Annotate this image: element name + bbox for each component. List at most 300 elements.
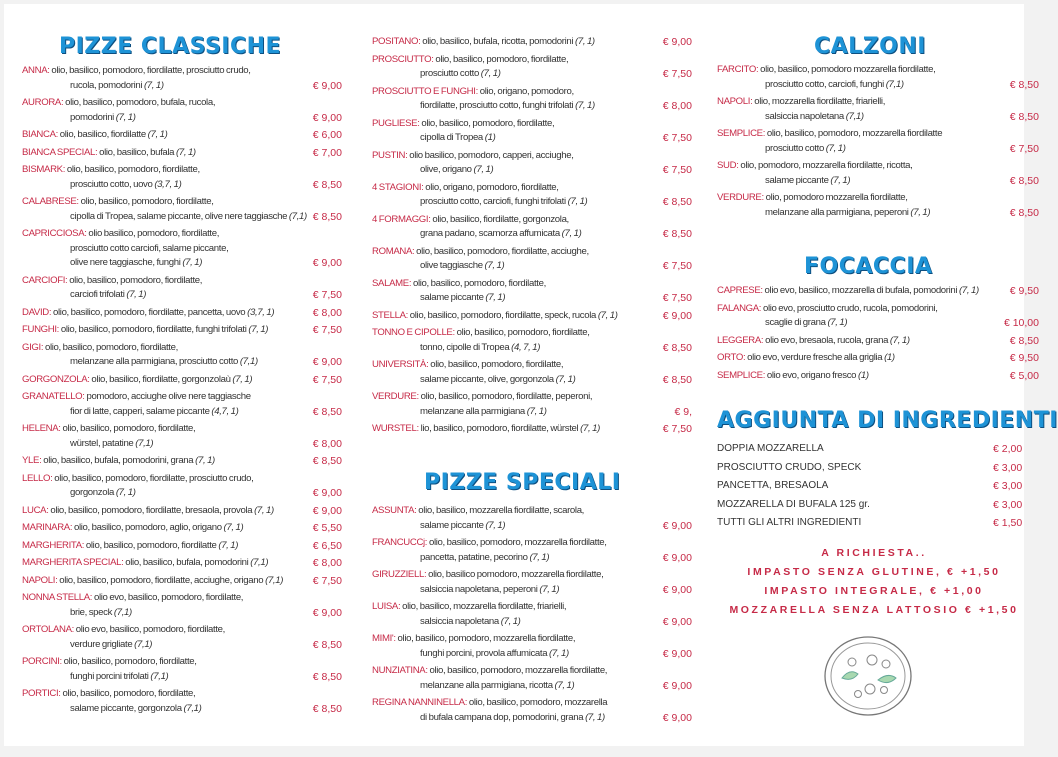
item-allergens: (7, 1) (539, 583, 560, 595)
item-line (22, 623, 342, 638)
item-line (22, 687, 342, 702)
item-name: DAVID: (22, 306, 52, 318)
item-text (22, 306, 308, 321)
item-price: € 5,50 (312, 522, 342, 534)
item-price: € 8,00 (312, 557, 342, 569)
item-description: olio, basilico, pomodoro, fiordilatte, bresaola, provola (50, 504, 253, 516)
on-request-line: IMPASTO INTEGRALE, € +1,00 (764, 585, 984, 597)
item-allergens: (7, 1) (827, 317, 848, 328)
item-allergens: (7, 1) (580, 423, 600, 434)
item-line (717, 63, 1039, 78)
item-price: € 7,50 (1009, 142, 1039, 155)
item-allergens: (4,7, 1) (211, 405, 239, 417)
item-description: scaglie di grana (765, 317, 826, 328)
item-allergens: (7, 1) (480, 68, 501, 79)
item-description: fiordilatte, prosciutto cotto, funghi trifolati (420, 100, 574, 111)
item-line (372, 632, 692, 647)
item-text (70, 256, 308, 271)
item-price: € 9,00 (662, 309, 692, 322)
item-price: € 7,50 (662, 164, 692, 176)
item-price: € 7,50 (662, 68, 692, 80)
item-description: salame piccante, olive, gorgonzola (420, 373, 554, 385)
item-text (717, 351, 1005, 366)
item-line (717, 316, 1039, 331)
on-request-line: MOZZARELLA SENZA LATTOSIO € +1,50 (729, 604, 1019, 616)
item-name: 4 FORMAGGI: (372, 213, 431, 225)
item-allergens: (7,1) (265, 574, 284, 586)
menu-item (22, 521, 342, 536)
item-price: € 8,50 (312, 670, 342, 683)
item-description: olio, basilico, pomodoro, aglio, origano (73, 522, 222, 533)
item-text (70, 606, 308, 621)
item-name: BIANCA: (22, 129, 58, 140)
item-description: olio basilico, pomodoro, capperi, acciughe, (409, 149, 574, 161)
item-line (372, 711, 692, 726)
item-line (22, 242, 342, 257)
item-allergens: (7,1) (239, 356, 258, 367)
item-allergens: (7, 1) (549, 647, 569, 659)
item-text (420, 679, 658, 694)
extra-price: € 2,00 (993, 443, 1023, 455)
item-price: € 8,50 (662, 228, 692, 240)
item-text (70, 670, 308, 685)
item-description: pancetta, patatine, pecorino (420, 551, 528, 563)
item-text (420, 519, 658, 534)
item-text (420, 259, 658, 274)
item-name: YLE: (22, 455, 42, 466)
item-description: tonno, cipolle di Tropea (420, 341, 510, 353)
item-allergens: (7, 1) (567, 196, 588, 207)
menu-item (22, 623, 342, 652)
item-allergens: (7,1) (135, 437, 154, 449)
item-allergens: (7, 1) (484, 260, 505, 271)
menu-item (372, 664, 692, 693)
item-line (22, 355, 342, 370)
item-line (22, 638, 342, 653)
item-name: BIANCA SPECIAL: (22, 146, 98, 158)
item-line (22, 702, 342, 717)
item-description: rucola, pomodorini (70, 79, 143, 91)
item-name: PUGLIESE: (372, 117, 420, 129)
item-description: olio, basilico, mozzarella fiordilatte, friarielli, (402, 601, 567, 612)
extra-price: € 3,00 (993, 498, 1023, 511)
item-allergens: (7, 1) (575, 100, 595, 111)
menu-item (372, 326, 692, 355)
item-price: € 6,50 (312, 539, 342, 552)
item-price: € 7,00 (312, 146, 342, 159)
item-allergens: (1) (858, 369, 869, 381)
item-allergens: (7, 1) (555, 373, 576, 385)
item-name: SUD: (717, 160, 739, 171)
menu-item (372, 536, 692, 565)
item-description: olio, basilico, pomodoro, fiordilatte, (62, 423, 196, 434)
item-text (70, 355, 308, 370)
item-line (22, 405, 342, 420)
item-name: ORTO: (717, 352, 746, 363)
item-allergens: (7, 1) (554, 679, 575, 691)
item-text (420, 227, 658, 242)
item-description: olio, basilico, fiordilatte (59, 129, 146, 140)
item-price: € 7,50 (312, 373, 342, 386)
item-line (372, 99, 692, 114)
item-line (372, 664, 692, 679)
title-calzoni: CALZONI (814, 34, 926, 59)
menu-item (22, 556, 342, 571)
menu-item (22, 422, 342, 451)
menu-item (22, 539, 342, 554)
item-allergens: (7, 1) (597, 309, 618, 321)
item-price: € 8,50 (312, 638, 342, 651)
item-line (22, 227, 342, 242)
item-line (372, 519, 692, 534)
item-line (372, 341, 692, 356)
item-line (22, 472, 342, 487)
item-text (22, 323, 308, 338)
item-text (420, 341, 658, 356)
item-price: € 8,50 (1009, 206, 1039, 219)
item-text (22, 539, 308, 554)
item-line (717, 351, 1039, 366)
item-description: pomodorini (70, 111, 114, 123)
item-text (70, 111, 308, 126)
item-line (372, 326, 692, 341)
menu-item (372, 35, 692, 50)
menu-page (4, 4, 1058, 746)
menu-item (717, 159, 1039, 188)
extra-name: MOZZARELLA DI BUFALA 125 gr. (717, 498, 870, 510)
item-name: CALABRESE: (22, 196, 79, 207)
item-description: salame piccante (420, 292, 484, 303)
item-line (717, 174, 1039, 189)
item-name: PROSCIUTTO: (372, 53, 434, 65)
item-text (717, 284, 1005, 299)
item-description: funghi porcini trifolati (70, 670, 149, 682)
extra-name: PROSCIUTTO CRUDO, SPECK (717, 461, 862, 473)
item-allergens: (7, 1) (182, 257, 203, 268)
item-allergens: (7,1) (113, 606, 132, 618)
item-line (22, 163, 342, 178)
item-allergens: (7,1) (288, 210, 307, 222)
item-text (420, 405, 669, 420)
menu-item (372, 245, 692, 274)
extra-price: € 3,00 (993, 461, 1023, 474)
item-price: € 9,00 (662, 36, 692, 48)
menu-item (717, 127, 1039, 156)
item-text (717, 334, 1005, 349)
item-allergens: (7, 1) (175, 146, 196, 158)
speciali-list (372, 504, 692, 728)
menu-item (372, 632, 692, 661)
item-price: € 8,50 (1009, 334, 1039, 347)
item-allergens: (7, 1) (223, 522, 244, 533)
item-allergens: (7, 1) (585, 711, 605, 723)
item-description: olio, basilico, bufala, pomodorini (125, 557, 249, 568)
item-line (22, 437, 342, 452)
item-line (22, 454, 342, 469)
item-line (372, 181, 692, 196)
item-text (70, 79, 308, 94)
item-price: € 10,00 (1003, 317, 1039, 329)
item-description: carciofi trifolati (70, 289, 125, 300)
item-name: GORGONZOLA: (22, 373, 90, 385)
item-name: CARCIOFI: (22, 274, 68, 286)
item-line (717, 284, 1039, 299)
item-line (372, 245, 692, 260)
item-line (22, 574, 342, 589)
item-line (717, 78, 1039, 93)
item-line (22, 306, 342, 321)
item-text (420, 583, 658, 598)
focaccia-list (717, 284, 1039, 386)
item-line (372, 647, 692, 662)
menu-item (22, 96, 342, 125)
item-line (372, 583, 692, 598)
menu-item (22, 323, 342, 338)
item-line (717, 95, 1039, 110)
on-request-line: IMPASTO SENZA GLUTINE, € +1,50 (747, 566, 1001, 578)
item-allergens: (7, 1) (126, 289, 147, 300)
item-name: MARINARA: (22, 522, 73, 533)
item-line (372, 213, 692, 228)
item-line (22, 210, 342, 225)
item-name: GIRUZZIELL: (372, 569, 427, 580)
item-text (420, 551, 658, 566)
item-allergens: (7,1) (250, 557, 269, 568)
item-description: melanzane alla parmigiana (420, 405, 525, 417)
item-line (372, 390, 692, 405)
item-description: olio, basilico, bufala, ricotta, pomodorini (422, 36, 574, 47)
item-description: olio basilico, pomodoro, fiordilatte, (88, 228, 220, 239)
item-description: olio, basilico, pomodoro, fiordilatte, (69, 274, 203, 286)
item-text (765, 316, 999, 331)
item-description: prosciutto cotto, carciofi, funghi (765, 78, 884, 90)
item-description: di bufala campana dop, pomodorini, grana (420, 711, 584, 723)
menu-item (22, 274, 342, 303)
item-line (372, 85, 692, 100)
item-description: olio, origano, pomodoro, fiordilatte, (425, 181, 559, 193)
item-line (372, 358, 692, 373)
item-name: NONNA STELLA: (22, 592, 93, 603)
extra-price: € 3,00 (993, 480, 1023, 492)
item-allergens: (7,1) (134, 638, 153, 650)
item-price: € 9,00 (662, 647, 692, 660)
item-name: VERDURE: (717, 192, 764, 203)
item-name: ORTOLANA: (22, 624, 74, 635)
item-line (372, 615, 692, 630)
item-allergens: (1) (884, 352, 895, 363)
item-name: MARGHERITA SPECIAL: (22, 557, 124, 568)
item-price: € 9,00 (312, 487, 342, 499)
item-name: LUCA: (22, 504, 49, 516)
item-line (22, 606, 342, 621)
extra-row (717, 440, 1037, 459)
item-description: olio, basilico, bufala, pomodorini, grana (43, 455, 194, 466)
menu-item (22, 341, 342, 370)
menu-item (22, 128, 342, 143)
item-name: GIGI: (22, 341, 44, 353)
item-text (420, 99, 658, 114)
menu-item (372, 600, 692, 629)
item-description: olio, basilico, pomodoro, mozzarella fiordilatte, (428, 537, 607, 548)
item-line (372, 117, 692, 132)
item-text (372, 309, 658, 324)
item-line (22, 504, 342, 519)
item-description: olio, origano, pomodoro, (479, 85, 574, 97)
item-price: € 9,00 (662, 679, 692, 692)
menu-item (372, 149, 692, 178)
item-line (372, 67, 692, 82)
item-allergens: (7, 1) (500, 615, 521, 627)
item-line (717, 369, 1039, 384)
item-text (70, 702, 308, 717)
item-description: prosciutto cotto (420, 68, 479, 79)
item-line (22, 111, 342, 126)
item-line (22, 591, 342, 606)
item-price: € 8,00 (312, 437, 342, 450)
item-description: olio, basilico, pomodoro, fiordilatte (85, 539, 217, 551)
item-description: olio, basilico, bufala (99, 146, 175, 158)
item-price: € 7,50 (312, 574, 342, 587)
item-price: € 9,00 (312, 111, 342, 124)
item-line (22, 341, 342, 356)
item-line (717, 191, 1039, 206)
menu-item (22, 591, 342, 620)
item-description: olio, basilico pomodoro, mozzarella fiordilatte, (428, 569, 604, 580)
item-text (420, 163, 658, 178)
item-description: brie, speck (70, 606, 113, 618)
item-description: prosciutto cotto carciofi, salame piccante, (70, 242, 229, 254)
item-allergens: (7, 1) (232, 373, 253, 385)
item-price: € 9,00 (662, 519, 692, 532)
item-text (765, 142, 1005, 157)
item-description: olio, basilico, pomodoro, fiordilatte, peperoni, (420, 391, 593, 402)
item-description: olio evo, basilico, pomodoro, fiordilatte, (75, 624, 225, 635)
on-request-heading: A RICHIESTA.. (821, 547, 927, 559)
item-text (22, 146, 308, 161)
menu-item (717, 351, 1039, 366)
item-name: SALAME: (372, 277, 412, 289)
item-allergens: (7,1) (845, 110, 864, 122)
item-name: LUISA: (372, 601, 401, 612)
item-name: PORTICI: (22, 688, 61, 699)
item-price: € 8,50 (1009, 78, 1039, 91)
item-name: CAPRICCIOSA: (22, 228, 87, 239)
item-description: fior di latte, capperi, salame piccante (70, 405, 210, 417)
menu-item (372, 309, 692, 324)
item-text (765, 206, 1005, 221)
item-line (372, 422, 692, 437)
item-price: € 9,50 (1009, 352, 1039, 364)
item-description: olive nere taggiasche, funghi (70, 257, 181, 268)
item-allergens: (7, 1) (115, 111, 136, 123)
item-price: € 9,00 (662, 711, 692, 724)
item-description: würstel, patatine (70, 437, 134, 449)
item-line (372, 696, 692, 711)
item-line (22, 178, 342, 193)
item-name: HELENA: (22, 423, 61, 434)
item-description: olio, basilico, pomodoro, fiordilatte, (45, 341, 178, 353)
item-text (22, 373, 308, 388)
item-line (22, 128, 342, 143)
item-description: olive, origano (420, 164, 472, 175)
item-price: € 9,00 (312, 257, 342, 269)
extra-row (717, 514, 1037, 533)
item-line (22, 146, 342, 161)
extra-name: PANCETTA, BRESAOLA (717, 480, 829, 491)
pizza-sketch-icon (822, 634, 914, 718)
menu-item (717, 191, 1039, 220)
item-text (70, 437, 308, 452)
item-name: SEMPLICE: (717, 128, 766, 139)
item-price: € 8,50 (662, 341, 692, 354)
item-description: olio, basilico, pomodoro, fiordilatte, (80, 196, 214, 207)
extra-row (717, 459, 1037, 478)
extra-name: DOPPIA MOZZARELLA (717, 443, 824, 454)
extra-row (717, 477, 1037, 496)
item-price: € 8,50 (662, 196, 692, 208)
item-description: pomodoro, acciughe olive nere taggiasche (86, 391, 251, 402)
item-description: olio, pomodoro, mozzarella fiordilatte, ricotta, (740, 160, 913, 171)
menu-item (22, 574, 342, 589)
item-line (372, 504, 692, 519)
item-line (372, 195, 692, 210)
item-allergens: (7, 1) (143, 79, 164, 91)
title-focaccia: FOCACCIA (804, 254, 933, 279)
item-description: olio, basilico, mozzarella fiordilatte, scarola, (418, 505, 584, 516)
extra-name: TUTTI GLI ALTRI INGREDIENTI (717, 517, 862, 528)
item-description: olive taggiasche (420, 260, 483, 271)
item-line (372, 405, 692, 420)
item-description: salsiccia napoletana (765, 110, 844, 122)
item-price: € 8,00 (662, 100, 692, 112)
item-text (22, 454, 308, 469)
item-line (717, 334, 1039, 349)
item-price: € 8,00 (312, 306, 342, 319)
item-name: CAPRESE: (717, 285, 763, 296)
menu-item (22, 454, 342, 469)
item-line (372, 163, 692, 178)
item-allergens: (7, 1) (254, 504, 274, 516)
item-description: olio, basilico, pomodoro, fiordilatte, (63, 656, 197, 667)
item-price: € 8,50 (312, 405, 342, 418)
menu-item (22, 195, 342, 224)
item-allergens: (7, 1) (485, 292, 506, 303)
item-name: NUNZIATINA: (372, 665, 428, 676)
item-name: NAPOLI: (717, 96, 753, 107)
title-aggiunta: AGGIUNTA DI INGREDIENTI (717, 408, 1058, 433)
item-text (22, 521, 308, 536)
item-text (420, 647, 658, 662)
item-line (717, 302, 1039, 317)
item-text (70, 638, 308, 653)
item-description: prosciutto cotto, uovo (70, 178, 153, 190)
item-price: € 8,50 (662, 373, 692, 386)
item-allergens: (7, 1) (526, 405, 547, 417)
on-request-notes (717, 544, 1031, 620)
item-allergens: (7,1) (150, 670, 169, 682)
item-description: salsiccia napoletana (420, 615, 499, 627)
item-text (22, 574, 308, 589)
item-description: salsiccia napoletana, peperoni (420, 583, 538, 595)
item-text (765, 174, 1005, 189)
item-description: olio, pomodoro mozzarella fiordilatte, (765, 192, 908, 203)
menu-item (22, 373, 342, 388)
item-description: olio, basilico, pomodoro, fiordilatte, speck, rucola (409, 309, 596, 321)
item-price: € 9,00 (312, 356, 342, 368)
item-price: € 8,50 (312, 702, 342, 715)
item-allergens: (7, 1) (218, 539, 239, 551)
item-price: € 9, (674, 405, 692, 418)
